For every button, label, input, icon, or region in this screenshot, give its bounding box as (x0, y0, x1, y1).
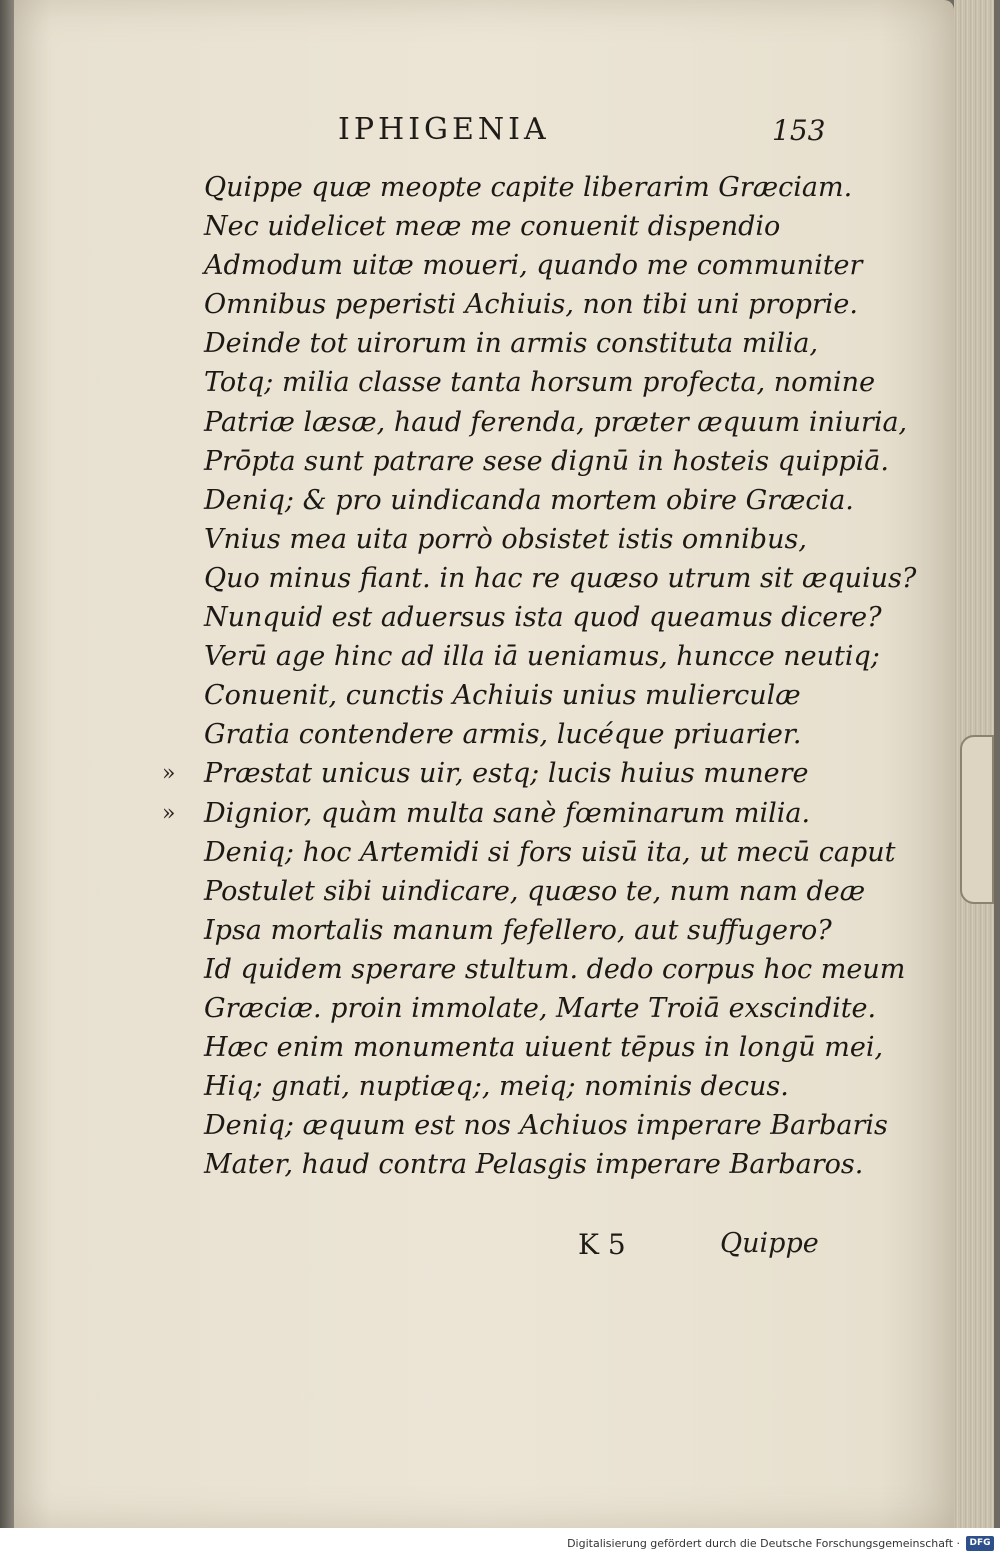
verse-text: Quippe quæ meopte capite liberarim Græciam. (204, 172, 853, 203)
verse-text: Patriæ læsæ, haud ferenda, præter æquum iniuria, (204, 406, 908, 438)
verse-line (204, 324, 854, 363)
verse-line (204, 285, 858, 324)
credit-bar (0, 1528, 1000, 1560)
verse-text: Quo minus fiant. in hac re quæso utrum sit æquius? (204, 562, 917, 594)
binding-edge (0, 0, 14, 1528)
verse-line (204, 207, 854, 246)
verse-text: Hæc enim monumenta uiuent tēpus in longū mei, (204, 1032, 884, 1064)
verse-line (204, 989, 877, 1028)
verse-line (204, 1028, 884, 1067)
verse-text: Deniq; & pro uindicanda mortem obire Græcia. (204, 484, 854, 516)
verse-text: Conuenit, cunctis Achiuis unius mulierculæ (204, 680, 801, 712)
page-footer (0, 1228, 1000, 1268)
verse-text: Deniq; æquum est nos Achiuos imperare Barbaris (204, 1110, 888, 1142)
verse-text: Præstat unicus uir, estq; lucis huius munere (204, 758, 809, 790)
catchword: Quippe (720, 1228, 819, 1259)
verse-text: Nunquid est aduersus ista quod queamus dicere? (204, 602, 882, 634)
running-title: IPHIGENIA (338, 112, 550, 147)
verse-line (204, 676, 854, 715)
verse-text: Verū age hinc ad illa iā ueniamus, huncce neutiq; (204, 641, 880, 673)
verse-line (204, 598, 882, 637)
verse-line (204, 833, 896, 872)
verse-text: Dignior, quàm multa sanè fœminarum milia. (204, 797, 811, 829)
verse-text: Mater, haud contra Pelasgis imperare Barbaros. (204, 1149, 864, 1181)
sententia-marker: » (162, 800, 176, 826)
verse-line (204, 559, 917, 598)
verse-text: Admodum uitæ moueri, quando me communiter (204, 250, 863, 282)
dfg-logo: DFG (966, 1536, 994, 1551)
verse-line (204, 1067, 854, 1106)
sententia-marker: » (162, 761, 176, 787)
verse-line (204, 363, 876, 402)
verse-text: Prōpta sunt patrare sese dignū in hosteis quippiā. (204, 445, 889, 477)
verse-text: Hiq; gnati, nuptiæq;, meiq; nominis decus. (204, 1071, 789, 1103)
verse-line (204, 1106, 888, 1145)
verse-line (204, 481, 854, 520)
verse-line (204, 872, 866, 911)
verse-line (204, 637, 880, 676)
verse-text: Vnius mea uita porrò obsistet istis omnibus, (204, 523, 807, 555)
verse-line (204, 1145, 864, 1184)
verse-line (204, 403, 908, 442)
verse-line (204, 715, 854, 754)
verse-line (204, 911, 854, 950)
verse-line (162, 754, 854, 793)
verse-line (162, 794, 854, 833)
signature-mark: K 5 (578, 1228, 626, 1261)
verse-line (204, 168, 854, 207)
verse-line (204, 520, 854, 559)
verse-block (162, 168, 917, 1184)
page-tab (960, 735, 994, 904)
running-head (0, 112, 1000, 152)
verse-line (204, 246, 863, 285)
verse-text: Id quidem sperare stultum. dedo corpus hoc meum (204, 953, 906, 985)
verse-text: Ipsa mortalis manum fefellero, aut suffugero? (204, 914, 832, 946)
verse-text: Græciæ. proin immolate, Marte Troiā exscindite. (204, 992, 877, 1024)
verse-text: Nec uidelicet meæ me conuenit dispendio (204, 211, 781, 243)
verse-text: Postulet sibi uindicare, quæso te, num nam deæ (204, 875, 866, 907)
verse-text: Deniq; hoc Artemidi si fors uisū ita, ut mecū caput (204, 836, 896, 868)
verse-line (204, 442, 889, 481)
verse-text: Totq; milia classe tanta horsum profecta, nomine (204, 367, 876, 399)
page-number: 153 (772, 114, 826, 147)
verse-text: Gratia contendere armis, lucéque priuarier. (204, 719, 802, 751)
verse-line (204, 950, 906, 989)
verse-text: Deinde tot uirorum in armis constituta milia, (204, 328, 819, 360)
verse-text: Omnibus peperisti Achiuis, non tibi uni proprie. (204, 289, 858, 321)
credit-text: Digitalisierung gefördert durch die Deutsche Forschungsgemeinschaft · (567, 1537, 960, 1550)
